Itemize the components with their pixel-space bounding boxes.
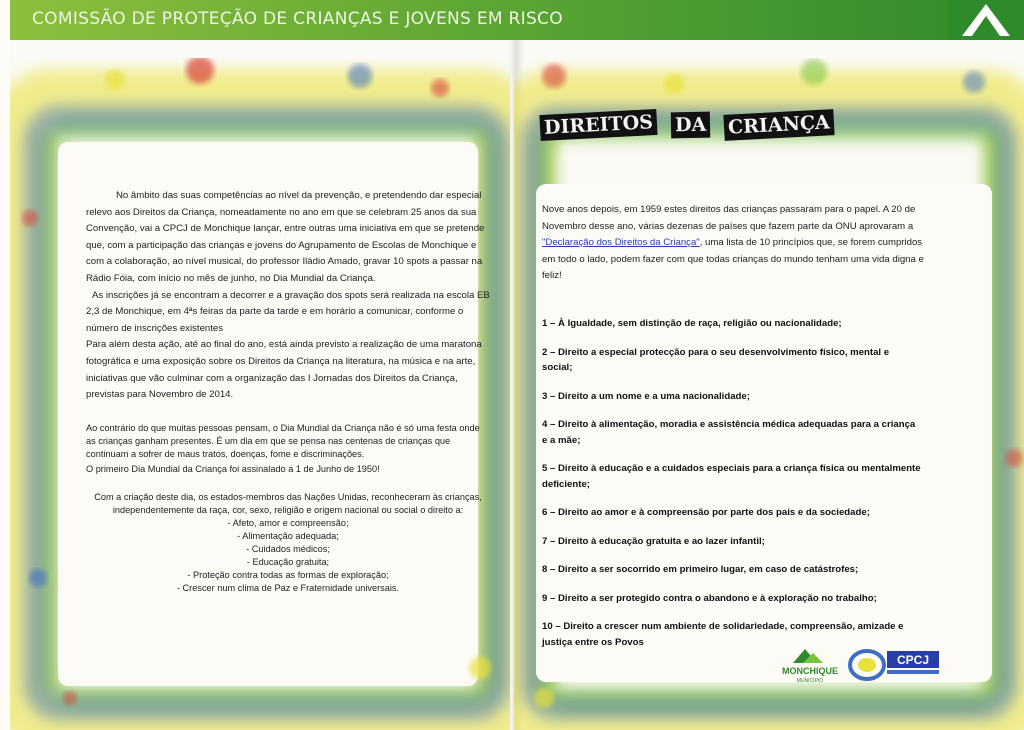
cpcj-label: CPCJ [896,653,930,667]
list-item: - Afeto, amor e compreensão; [227,517,349,528]
paragraph-5: O primeiro Dia Mundial da Criança foi assinalado a 1 de Junho de 1950! [86,463,380,474]
list-item: - Alimentação adequada; [237,530,339,541]
list-item: 6 – Direito ao amor e à compreensão por parte dos pais e da sociedade; [542,507,870,518]
list-item: - Proteção contra todas as formas de exploração; [187,569,389,580]
rights-list-left [86,517,490,595]
list-item: 9 – Direito a ser protegido contra o abandono e à exploração no trabalho; [542,592,877,604]
list-item: 10 – Direito a crescer num ambiente de solidariedade, compreensão, amizade e justiça entre os Povos [542,621,904,648]
monchique-logo-icon [775,645,845,685]
paragraph-4: Ao contrário do que muitas pessoas pensam, o Dia Mundial da Criança não é só uma festa onde as crianças ganham presentes. É um dia em que se pensa nas centenas de crianças que continuam a sofrer de maus tratos, doenças, fome e discriminações. [86,422,480,459]
cpcj-logo-icon [847,645,943,685]
right-page-intro [542,202,928,285]
page-title [540,112,1010,146]
header-bar [10,0,1024,40]
list-item: - Educação gratuita; [246,556,330,567]
title-word-2: DA [671,112,711,139]
list-item: 3 – Direito a um nome e a uma nacionalidade; [542,390,750,402]
logos-area [775,645,945,685]
paragraph-1: No âmbito das suas competências ao nível da prevenção, e pretendendo dar especial relevo aos Direitos da Criança, nomeadamente no ano em que se celebram 25 anos da sua Convenção, vai a CPCJ de Monchique lançar, entre outras uma iniciativa em que se pretende que, com a participação das crianças e jovens do Agrupamento de Escolas de Monchique e com a colaboração, ao nível musical, do professor Iládio Amado, gravar 10 spots a passar na Rádio Fóia, com início no mês de junho, no Dia Mundial da Criança. [86,190,485,284]
list-item: 2 – Direito a especial protecção para o seu desenvolvimento físico, mental e social; [542,346,890,373]
list-item: 1 – À Igualdade, sem distinção de raça, religião ou nacionalidade; [542,318,842,329]
paragraph-3: Para além desta ação, até ao final do ano, está ainda previsto a realização de uma maratona fotográfica e uma exposição sobre os Direitos da Criança na literatura, na música e na arte, iniciativas que vão culminar com a organização das I Jornadas dos Direitos da Criança, previstas para Novembro de 2014. [86,339,482,401]
green-triangle-logo-icon [948,0,1020,40]
intro-text-start: Nove anos depois, em 1959 estes direitos das crianças passaram para o papel. A 20 de Novembro desse ano, várias dezenas de países que fazem parte da ONU aprovaram a [542,204,916,232]
title-word-1: DIREITOS [539,109,657,141]
list-item: 7 – Direito à educação gratuita e ao lazer infantil; [542,535,765,547]
declaration-link[interactable]: "Declaração dos Direitos da Criança" [542,237,700,249]
intro-text-end: , uma lista de 10 princípios que, se forem cumpridos em todo o lado, podem fazer com que todas crianças do mundo tenham uma vida digna e feliz! [542,237,924,282]
monchique-sublabel: MUNICÍPIO [796,678,824,684]
list-item: - Cuidados médicos; [246,543,330,554]
list-item: - Crescer num clima de Paz e Fraternidade universais. [176,582,400,593]
list-item: 5 – Direito à educação e a cuidados especiais para a criança física ou mentalmente deficiente; [542,463,921,490]
list-item: 8 – Direito a ser socorrido em primeiro lugar, em caso de catástrofes; [542,564,859,575]
header-title: COMISSÃO DE PROTEÇÃO DE CRIANÇAS E JOVENS EM RISCO [32,9,563,29]
paragraph-2: As inscrições já se encontram a decorrer e a gravação dos spots será realizada na escola EB 2,3 de Monchique, em 4ªs feiras da parte da tarde e em horário a comunicar, conforme o número de inscrições existentes [86,289,490,334]
list-item: 4 – Direito à alimentação, moradia e assistência médica adequadas para a criança e a mãe; [542,419,916,446]
left-page-body [86,188,490,595]
title-word-3: CRIANÇA [724,109,835,141]
monchique-label: MONCHIQUE [782,666,838,676]
paragraph-6: Com a criação deste dia, os estados-membros das Nações Unidas, reconheceram às crianças, independentemente da raça, cor, sexo, religião e origem nacional ou social o direito a: [94,491,482,515]
rights-list [542,316,922,663]
